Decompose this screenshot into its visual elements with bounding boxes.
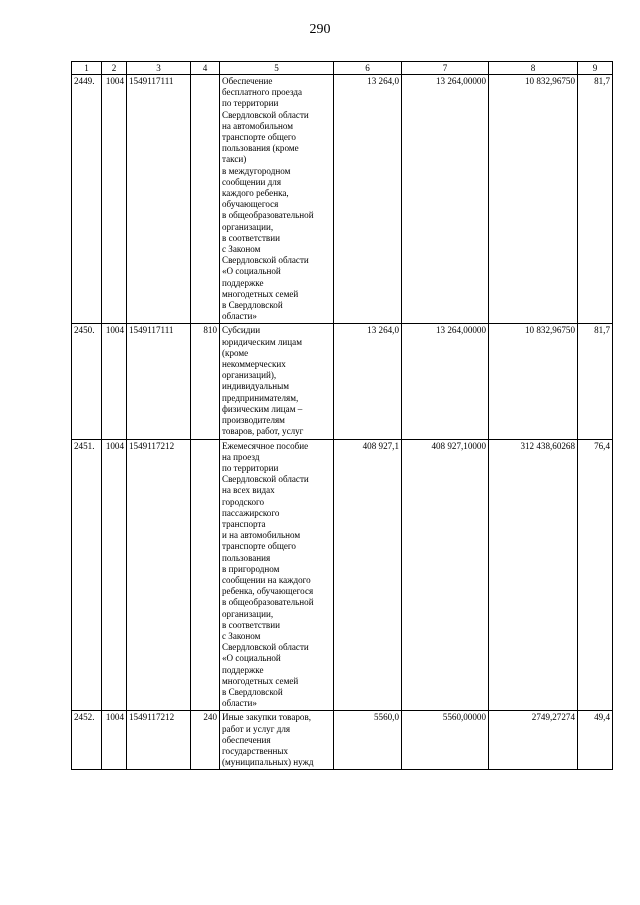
target-code: 1549117212: [127, 439, 191, 711]
target-code: 1549117212: [127, 711, 191, 770]
column-header: 8: [489, 62, 578, 75]
execution-percent: 81,7: [578, 324, 613, 439]
column-header: 4: [191, 62, 220, 75]
execution-percent: 49,4: [578, 711, 613, 770]
column-header: 9: [578, 62, 613, 75]
expense-type: 240: [191, 711, 220, 770]
column-number-row: [72, 62, 613, 75]
execution-percent: 81,7: [578, 75, 613, 324]
table-row: [72, 439, 613, 711]
column-header: 1: [72, 62, 102, 75]
table-row: [72, 75, 613, 324]
row-number: 2452.: [72, 711, 102, 770]
executed-amount: 312 438,60268: [489, 439, 578, 711]
table-row: [72, 324, 613, 439]
planned-amount: 13 264,0: [334, 75, 402, 324]
item-name: Иные закупки товаров, работ и услуг для обеспечения государственных (муниципальных) нужд: [220, 711, 334, 770]
page-number: 290: [309, 22, 331, 37]
column-header: 2: [102, 62, 127, 75]
expense-type: [191, 75, 220, 324]
planned-amount: 13 264,0: [334, 324, 402, 439]
row-number: 2450.: [72, 324, 102, 439]
item-name: Субсидии юридическим лицам (кроме некоммерческих организаций), индивидуальным предпринимателям, физическим лицам – производителям товаров, работ, услуг: [220, 324, 334, 439]
section-code: 1004: [102, 324, 127, 439]
row-number: 2451.: [72, 439, 102, 711]
column-header: 6: [334, 62, 402, 75]
planned-amount: 5560,0: [334, 711, 402, 770]
expense-type: [191, 439, 220, 711]
section-code: 1004: [102, 439, 127, 711]
refined-amount: 13 264,00000: [402, 75, 489, 324]
target-code: 1549117111: [127, 75, 191, 324]
planned-amount: 408 927,1: [334, 439, 402, 711]
section-code: 1004: [102, 75, 127, 324]
execution-percent: 76,4: [578, 439, 613, 711]
section-code: 1004: [102, 711, 127, 770]
budget-table: [71, 61, 613, 770]
refined-amount: 5560,00000: [402, 711, 489, 770]
executed-amount: 10 832,96750: [489, 75, 578, 324]
refined-amount: 408 927,10000: [402, 439, 489, 711]
table-row: [72, 711, 613, 770]
item-name: Ежемесячное пособие на проезд по территории Свердловской области на всех видах городского пассажирского транспорта и на автомобильном транспорте общего пользования в пригородном сообщении на каждого ребенка, обучающегося в общеобразовательной организации, в соответствии с Законом Свердловской области «О социальной поддержке многодетных семей в Свердловской области»: [220, 439, 334, 711]
row-number: 2449.: [72, 75, 102, 324]
refined-amount: 13 264,00000: [402, 324, 489, 439]
column-header: 7: [402, 62, 489, 75]
expense-type: 810: [191, 324, 220, 439]
executed-amount: 10 832,96750: [489, 324, 578, 439]
target-code: 1549117111: [127, 324, 191, 439]
column-header: 5: [220, 62, 334, 75]
executed-amount: 2749,27274: [489, 711, 578, 770]
column-header: 3: [127, 62, 191, 75]
item-name: Обеспечение бесплатного проезда по территории Свердловской области на автомобильном транспорте общего пользования (кроме такси) в междугородном сообщении для каждого ребенка, обучающегося в общеобразовательной организации, в соответствии с Законом Свердловской области «О социальной поддержке многодетных семей в Свердловской области»: [220, 75, 334, 324]
